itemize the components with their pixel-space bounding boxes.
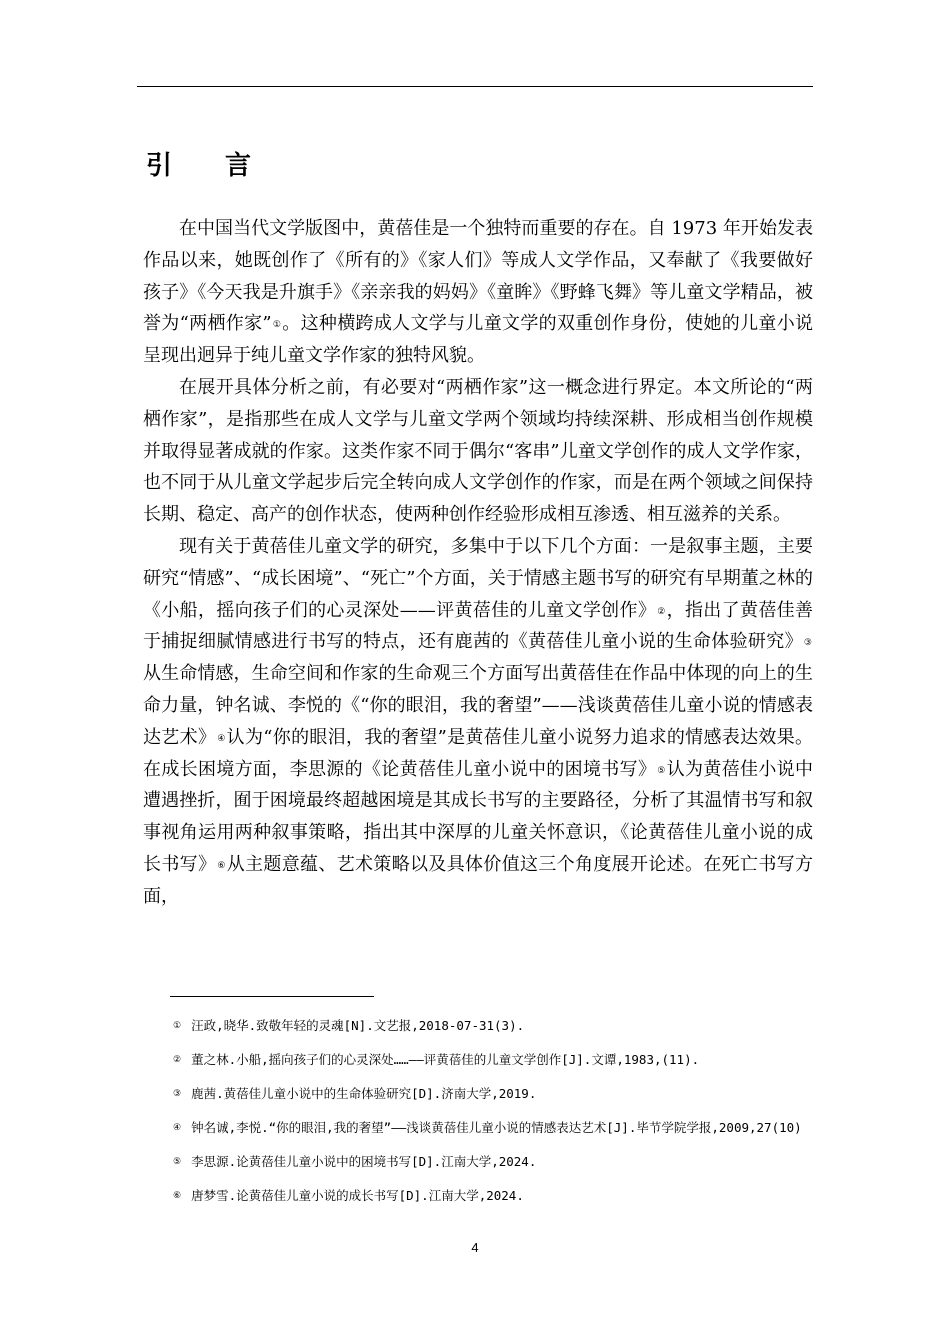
footnote-number: ④: [173, 1123, 182, 1133]
footnote-reference: ①: [272, 320, 282, 331]
footnote-item: [145, 1078, 813, 1109]
footnote-item: [145, 1044, 813, 1075]
page-number: 4: [471, 1240, 479, 1255]
footnote-item: [145, 1112, 813, 1143]
footnote-number: ⑥: [173, 1191, 182, 1201]
paragraph-text: ，指出了黄蓓佳善于捕捉细腻情感进行书写的特点，还有鹿茜的《黄蓓佳儿童小说的生命体验研究》: [143, 599, 814, 653]
footnote-text: 唐梦雪.论黄蓓佳儿童小说的成长书写[D].江南大学,2024.: [191, 1188, 524, 1203]
footnote-separator: [170, 996, 374, 997]
body-paragraph: [143, 213, 813, 372]
body-paragraph: [143, 531, 813, 913]
footnote-reference: ⑥: [217, 860, 226, 871]
footnote-reference: ⑤: [657, 765, 666, 776]
footnote-reference: ②: [657, 606, 666, 617]
footnote-number: ①: [173, 1021, 182, 1031]
footnote-number: ⑤: [173, 1157, 182, 1167]
footnote-reference: ③: [803, 638, 812, 649]
paragraph-text: 认为黄蓓佳小说中遭遇挫折，囿于困境最终超越困境是其成长书写的主要路径，分析了其温情书写和叙事视角运用两种叙事策略，指出其中深厚的儿童关怀意识，《论黄蓓佳儿童小说的成长书写》: [143, 758, 814, 875]
paragraph-text: 从生命情感，生命空间和作家的生命观三个方面写出黄蓓佳在作品中体现的向上的生命力量，钟名诚、李悦的《“你的眼泪，我的奢望”——浅谈黄蓓佳儿童小说的情感表达艺术》: [143, 663, 813, 748]
paragraph-text: 现有关于黄蓓佳儿童文学的研究，多集中于以下几个方面：一是叙事主题，主要研究“情感”、“成长困境”、“死亡”个方面，关于情感主题书写的研究有早期董之林的《小船，摇向孩子们的心灵深处——评黄蓓佳的儿童文学创作》: [143, 535, 813, 621]
body-text: [143, 213, 813, 913]
footnote-text: 董之林.小船,摇向孩子们的心灵深处……——评黄蓓佳的儿童文学创作[J].文谭,1983,(11).: [191, 1052, 700, 1067]
paragraph-text: 。这种横跨成人文学与儿童文学的双重创作身份，使她的儿童小说呈现出迥异于纯儿童文学作家的独特风貌。: [143, 313, 814, 367]
footnote-number: ②: [173, 1055, 182, 1065]
footnotes: [145, 1010, 813, 1214]
paragraph-text: 认为“你的眼泪，我的奢望”是黄蓓佳儿童小说努力追求的情感表达效果。在成长困境方面，李思源的《论黄蓓佳儿童小说中的困境书写》: [143, 726, 814, 780]
paragraph-text: 从主题意蕴、艺术策略以及具体价值这三个角度展开论述。在死亡书写方面，: [143, 853, 813, 907]
section-heading: 引 言: [146, 151, 274, 181]
footnote-reference: ④: [217, 733, 226, 744]
footnote-item: [145, 1180, 813, 1211]
footnote-number: ③: [173, 1089, 182, 1099]
footnote-item: [145, 1010, 813, 1041]
paragraph-text: 在展开具体分析之前，有必要对“两栖作家”这一概念进行界定。本文所论的“两栖作家”，是指那些在成人文学与儿童文学两个领域均持续深耕、形成相当创作规模并取得显著成就的作家。这类作家不同于偶尔“客串”儿童文学创作的成人文学作家，也不同于从儿童文学起步后完全转向成人文学创作的作家，而是在两个领域之间保持长期、稳定、高产的创作状态，使两种创作经验形成相互渗透、相互滋养的关系。: [143, 376, 813, 526]
body-paragraph: [143, 372, 813, 531]
footnote-text: 汪政,晓华.致敬年轻的灵魂[N].文艺报,2018-07-31(3).: [191, 1018, 525, 1033]
header-rule: [137, 86, 813, 87]
footnote-item: [145, 1146, 813, 1177]
footnote-text: 钟名诚,李悦.“你的眼泪,我的奢望”——浅谈黄蓓佳儿童小说的情感表达艺术[J].毕节学院学报,2009,27(10): [191, 1120, 802, 1135]
paragraph-text: 在中国当代文学版图中，黄蓓佳是一个独特而重要的存在。自 1973 年开始发表作品以来，她既创作了《所有的》《家人们》等成人文学作品，又奉献了《我要做好孩子》《今天我是升旗手》《亲亲我的妈妈》《童眸》《野蜂飞舞》等儿童文学精品，被誉为“两栖作家”: [143, 218, 813, 335]
footnote-text: 李思源.论黄蓓佳儿童小说中的困境书写[D].江南大学,2024.: [191, 1154, 537, 1169]
footnote-text: 鹿茜.黄蓓佳儿童小说中的生命体验研究[D].济南大学,2019.: [191, 1086, 537, 1101]
